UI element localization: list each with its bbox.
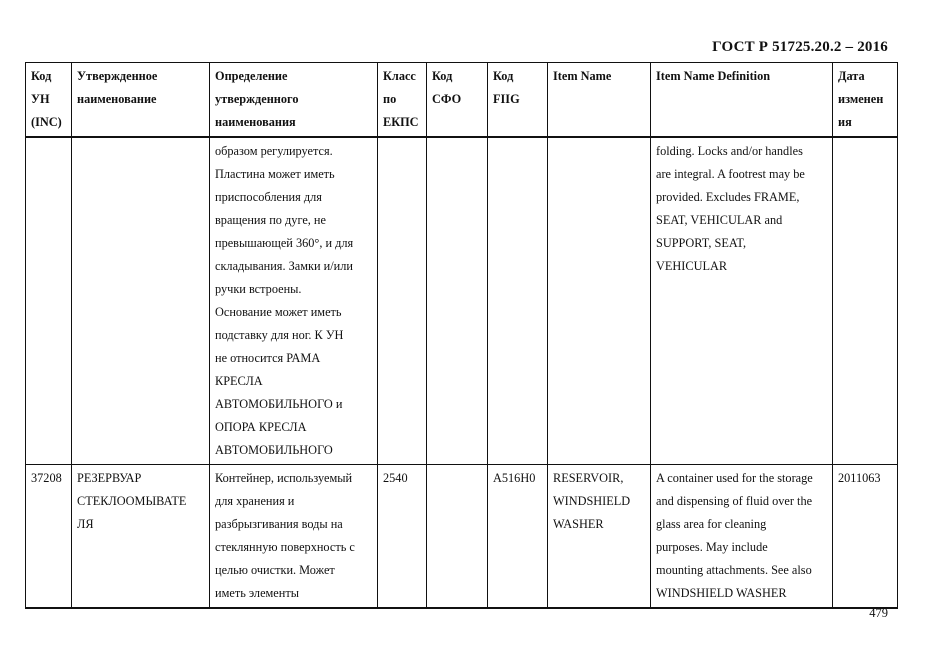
cell-sfo-code: [427, 137, 488, 465]
cell-text: RESERVOIR,: [553, 471, 624, 485]
table-header-row: [26, 63, 898, 138]
cell-text: provided. Excludes FRAME,: [656, 190, 800, 204]
header-text: Код: [31, 69, 52, 83]
header-text: Код: [493, 69, 514, 83]
cell-text: ручки встроены.: [215, 282, 302, 296]
header-text: Item Name Definition: [656, 69, 771, 83]
table-row: [26, 137, 898, 465]
cell-text: Контейнер, используемый: [215, 471, 353, 485]
cell-text: РЕЗЕРВУАР: [77, 471, 142, 485]
cell-text: подставку для ног. К УН: [215, 328, 344, 342]
cell-text: складывания. Замки и/или: [215, 259, 353, 273]
cell-text: АВТОМОБИЛЬНОГО: [215, 443, 333, 457]
cell-text: folding. Locks and/or handles: [656, 144, 803, 158]
header-text: СФО: [432, 92, 462, 106]
header-text: Определение: [215, 69, 288, 83]
item-names-table: [25, 62, 898, 609]
cell-fiig-code: [488, 137, 548, 465]
header-approved-name-definition: [210, 63, 378, 138]
table-row: [26, 465, 898, 609]
header-fiig-code: [488, 63, 548, 138]
cell-text: purposes. May include: [656, 540, 768, 554]
header-text: утвержденного: [215, 92, 299, 106]
cell-text: образом регулируется.: [215, 144, 333, 158]
cell-text: WINDSHIELD WASHER: [656, 586, 787, 600]
header-text: Item Name: [553, 69, 612, 83]
cell-text: WASHER: [553, 517, 604, 531]
header-text: FIIG: [493, 92, 520, 106]
cell-text: A516H0: [493, 471, 536, 485]
cell-sfo-code: [427, 465, 488, 609]
header-item-name-definition: [651, 63, 833, 138]
cell-text: A container used for the storage: [656, 471, 813, 485]
cell-text: VEHICULAR: [656, 259, 728, 273]
header-inc-code: [26, 63, 72, 138]
cell-text: Пластина может иметь: [215, 167, 335, 181]
header-text: Класс: [383, 69, 416, 83]
cell-text: разбрызгивания воды на: [215, 517, 343, 531]
cell-text: для хранения и: [215, 494, 295, 508]
cell-text: иметь элементы: [215, 586, 299, 600]
header-ekps-class: [378, 63, 427, 138]
cell-text: ЛЯ: [77, 517, 94, 531]
cell-text: целью очистки. Может: [215, 563, 335, 577]
cell-text: WINDSHIELD: [553, 494, 631, 508]
header-approved-name: [72, 63, 210, 138]
cell-inc-code: [26, 465, 72, 609]
header-text: наименования: [215, 115, 296, 129]
page-number: 479: [869, 606, 888, 620]
cell-text: вращения по дуге, не: [215, 213, 326, 227]
cell-text: Основание может иметь: [215, 305, 342, 319]
cell-text: are integral. A footrest may be: [656, 167, 805, 181]
cell-text: 2540: [383, 471, 408, 485]
cell-text: КРЕСЛА: [215, 374, 263, 388]
header-text: по: [383, 92, 397, 106]
header-text: ия: [838, 115, 852, 129]
cell-text: and dispensing of fluid over the: [656, 494, 813, 508]
cell-text: SUPPORT, SEAT,: [656, 236, 747, 250]
header-text: Дата: [838, 69, 865, 83]
cell-approved-name-definition: [210, 137, 378, 465]
cell-change-date: [833, 137, 898, 465]
cell-item-name: [548, 465, 651, 609]
cell-approved-name-definition: [210, 465, 378, 609]
header-change-date: [833, 63, 898, 138]
cell-item-name: [548, 137, 651, 465]
header-text: наименование: [77, 92, 157, 106]
cell-text: glass area for cleaning: [656, 517, 767, 531]
cell-change-date: [833, 465, 898, 609]
cell-item-name-definition: [651, 465, 833, 609]
header-text: ЕКПС: [383, 115, 419, 129]
header-item-name: [548, 63, 651, 138]
cell-fiig-code: [488, 465, 548, 609]
cell-text: 37208: [31, 471, 62, 485]
cell-item-name-definition: [651, 137, 833, 465]
header-text: Утвержденное: [77, 69, 158, 83]
cell-text: ОПОРА КРЕСЛА: [215, 420, 307, 434]
document-standard-header: ГОСТ Р 51725.20.2 – 2016: [712, 39, 888, 55]
cell-approved-name: [72, 465, 210, 609]
cell-text: не относится РАМА: [215, 351, 321, 365]
cell-text: приспособления для: [215, 190, 322, 204]
cell-approved-name: [72, 137, 210, 465]
header-sfo-code: [427, 63, 488, 138]
header-text: Код: [432, 69, 453, 83]
header-text: изменен: [838, 92, 884, 106]
cell-text: СТЕКЛООМЫВАТЕ: [77, 494, 187, 508]
header-text: УН: [31, 92, 50, 106]
cell-text: 2011063: [838, 471, 881, 485]
cell-text: превышающей 360°, и для: [215, 236, 354, 250]
cell-text: АВТОМОБИЛЬНОГО и: [215, 397, 343, 411]
header-text: (INC): [31, 115, 62, 129]
cell-text: стеклянную поверхность с: [215, 540, 355, 554]
cell-ekps-class: [378, 465, 427, 609]
cell-text: mounting attachments. See also: [656, 563, 812, 577]
cell-ekps-class: [378, 137, 427, 465]
cell-inc-code: [26, 137, 72, 465]
cell-text: SEAT, VEHICULAR and: [656, 213, 783, 227]
